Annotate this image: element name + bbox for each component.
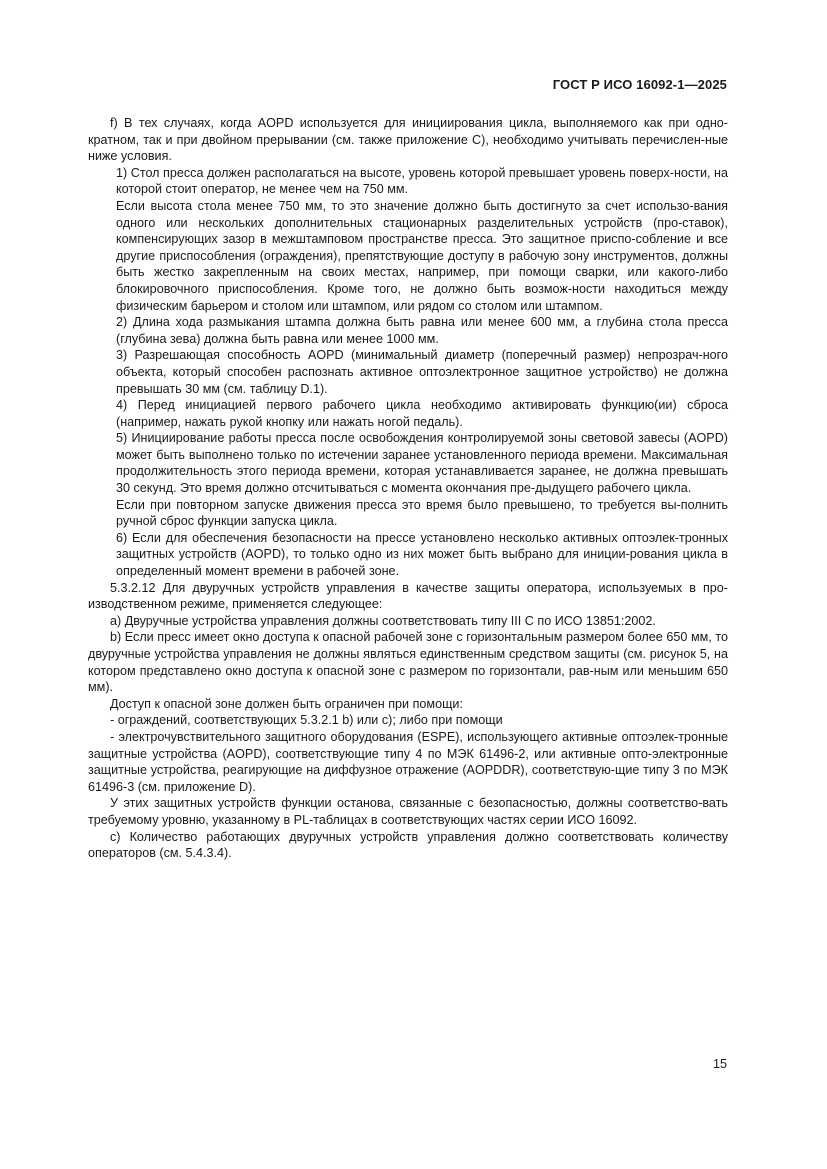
paragraph-c: c) Количество работающих двуручных устройств управления должно соответствовать количеству операторов (см. 5.4.3.4). (88, 829, 728, 861)
paragraph-2: 2) Длина хода размыкания штампа должна быть равна или менее 600 мм, а глубина стола пресса (глубина зева) должна быть равна или менее 1000 мм. (116, 315, 728, 346)
paragraph-5-3-2-12: 5.3.2.12 Для двуручных устройств управления в качестве защиты оператора, используемых в про-изводственном режиме, применяется следующее: (88, 580, 728, 612)
paragraph-6: 6) Если для обеспечения безопасности на прессе установлено несколько активных оптоэлек-тронных защитных устройств (AOPD), то только одно из них может быть выбрано для иниции-рования цикла в определенный момент времени в рабочей зоне. (116, 530, 728, 579)
page-number: 15 (712, 1057, 727, 1071)
paragraph-5: 5) Инициирование работы пресса после освобождения контролируемой зоны световой завесы (AOPD) может быть выполнено только по истечении заранее установленного периода времени. Максимальная продолжительность этого периода времени, которая устанавливается заранее, не должна превышать 30 секунд. Это время должно отсчитываться с момента окончания пре-дыдущего рабочего цикла. (116, 431, 728, 496)
paragraph-a: a) Двуручные устройства управления должны соответствовать типу III C по ИСО 13851:2002. (110, 613, 656, 628)
paragraph-b: b) Если пресс имеет окно доступа к опасной рабочей зоне с горизонтальным размером более 650 мм, то двуручные устройства управления не должны являться единственным средством защиты (см. рисунок 5, на котором представлено окно доступа к опасной зоне с размером по горизонтали, рав-ным или меньшим 650 мм). (88, 630, 728, 695)
paragraph-3: 3) Разрешающая способность AOPD (минимальный диаметр (поперечный размер) непрозрач-ного объекта, который способен распознать активное оптоэлектронное защитное устройство) не должна превышать 30 мм (см. таблицу D.1). (116, 348, 728, 396)
paragraph-1-continued: Если высота стола менее 750 мм, то это значение должно быть достигнуто за счет использо-вания одного или нескольких дополнительных стационарных разделительных устройств (про-ставок), компенсирующих зазор в межштамповом пространстве пресса. Это защитное приспо-собление и все другие приспособления (ограждения), препятствующие доступу в рабочую зону инструментов, должны быть жестко закрепленным на своих местах, например, при помощи сварки, или какого-либо блокировочного приспособления. Кроме того, не должно быть возмож-ности находиться между физическим барьером и столом или штампом, или рядом со столом или штампом. (116, 198, 728, 313)
paragraph-stop-functions: У этих защитных устройств функции останова, связанные с безопасностью, должны соответство-вать требуемому уровню, указанному в PL-таблицах в соответствующих частях серии ИСО 16092. (88, 796, 728, 827)
paragraph-access: Доступ к опасной зоне должен быть ограничен при помощи: (110, 696, 463, 711)
paragraph-f: f) В тех случаях, когда AOPD используется для инициирования цикла, выполняемого как при одно-кратном, так и при двойном прерывании (см. также приложение C), необходимо учитывать перечислен-ные ниже условия. (88, 116, 728, 164)
paragraph-5-continued: Если при повторном запуске движения пресса это время было превышено, то требуется вы-полнить ручной сброс функции запуска цикла. (116, 497, 728, 529)
document-header: ГОСТ Р ИСО 16092-1—2025 (552, 77, 727, 92)
list-item-espe: - электрочувствительного защитного оборудования (ESPE), использующего активные оптоэлек-тронные защитные устройства (AOPD), соответствующие типу 4 по МЭК 61496-2, или активные опто-электронные защитные устройства, реагирующие на диффузное отражение (AOPDDR), соответствую-щие типу 3 по МЭК 61496-3 (см. приложение D). (88, 729, 728, 794)
paragraph-4: 4) Перед инициацией первого рабочего цикла необходимо активировать функцию(ии) сброса (например, нажать рукой кнопку или нажать ногой педаль). (116, 398, 728, 429)
document-body (88, 115, 728, 862)
list-item-guards: - ограждений, соответствующих 5.3.2.1 b) или c); либо при помощи (110, 713, 503, 728)
paragraph-1: 1) Стол пресса должен располагаться на высоте, уровень которой превышает уровень поверх-ности, на которой стоит оператор, не менее чем на 750 мм. (116, 165, 728, 197)
